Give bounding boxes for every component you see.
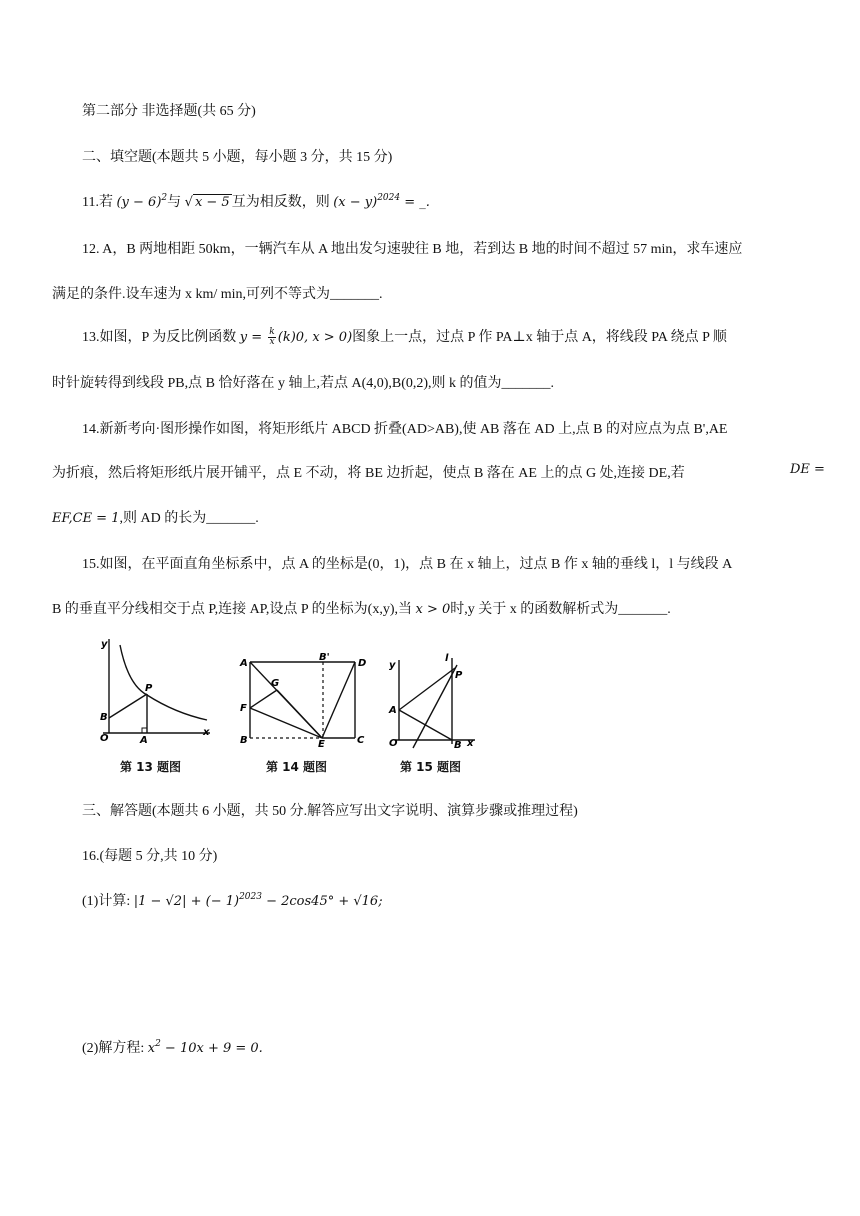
fig14-label-a: A: [240, 658, 248, 669]
fig13-label-y: y: [101, 639, 108, 650]
fig13-label-p: P: [145, 683, 153, 694]
fig15-label-o: O: [389, 738, 398, 749]
fig14-label-bprime: B': [319, 652, 330, 663]
section3-title: 三、解答题(本题共 6 小题，共 50 分.解答应写出文字说明、演算步骤或推理过程): [82, 804, 578, 819]
figure-15: [385, 650, 480, 750]
q11-expr2: $(x - y)^{2024}$ = _.: [333, 193, 430, 210]
part2-title: 第二部分 非选择题(共 65 分): [82, 104, 256, 119]
q13-function: y = $\frac{k}{x}$ (k)0, x > 0): [239, 327, 353, 347]
fig14-label-g: G: [271, 678, 280, 689]
fig15-label-a: A: [389, 705, 397, 716]
q11-expr1: $(y - 6)^2$: [116, 193, 168, 210]
question-11: [82, 191, 430, 211]
fig14-label-b: B: [240, 735, 248, 746]
fig14-label-c: C: [357, 735, 365, 746]
figure-14-caption: 第 14 题图: [266, 760, 328, 774]
question-14-line3: EF,CE = 1,则 AD 的长为_______.: [52, 511, 259, 526]
q11-sqrt: √ x − 5: [184, 195, 230, 210]
figure-15-caption: 第 15 题图: [400, 760, 462, 774]
fig15-label-b: B: [454, 740, 462, 750]
question-12-line2: 满足的条件.设车速为 x km/ min,可列不等式为_______.: [52, 287, 383, 302]
figure-13-caption: 第 13 题图: [120, 760, 182, 774]
question-16-part1: (1)计算: |1 − √2| + (− 1)$^{2023}$ − 2cos45° + √16;: [82, 892, 383, 909]
fig14-label-e: E: [318, 739, 325, 747]
question-16-part2: (2)解方程: $x^2 - 10x + 9 = 0$.: [82, 1039, 263, 1056]
fig14-label-d: D: [358, 658, 367, 669]
fig14-label-f: F: [240, 703, 247, 714]
question-13-line1: 13.如图，P 为反比例函数 y = $\frac{k}{x}$ (k)0, x > 0)图象上一点，过点 P 作 PA⊥x 轴于点 A，将线段 PA 绕点 P 顺: [82, 327, 727, 347]
question-12-line1: 12. A，B 两地相距 50km，一辆汽车从 A 地出发匀速驶往 B 地，若到达 B 地的时间不超过 57 min，求车速应: [82, 242, 743, 257]
q11-mid: 与: [167, 195, 182, 210]
question-14-line1: 14.新新考向·图形操作如图，将矩形纸片 ABCD 折叠(AD>AB),使 AB 落在 AD 上,点 B 的对应点为点 B',AE: [82, 422, 728, 437]
q11-prefix: 11.若: [82, 195, 113, 210]
question-16-title: 16.(每题 5 分,共 10 分): [82, 849, 218, 864]
fig15-label-l: l: [445, 653, 449, 664]
fig13-label-a: A: [140, 735, 148, 745]
fig15-label-p: P: [455, 670, 463, 681]
figure-13: [95, 635, 220, 745]
fig15-label-y: y: [389, 660, 396, 671]
question-13-line2: 时针旋转得到线段 PB,点 B 恰好落在 y 轴上,若点 A(4,0),B(0,2),则 k 的值为_______.: [52, 376, 555, 391]
q11-suffix: 互为相反数，则: [231, 195, 330, 210]
fig13-label-x: x: [203, 727, 210, 738]
figure-14: [235, 652, 370, 747]
question-14-line2: 为折痕，然后将矩形纸片展开铺平，点 E 不动，将 BE 边折起，使点 B 落在 AE 上的点 G 处,连接 DE,若 DE =: [52, 462, 825, 481]
question-15-line1: 15.如图，在平面直角坐标系中，点 A 的坐标是(0，1)，点 B 在 x 轴上，过点 B 作 x 轴的垂线 l，l 与线段 A: [82, 557, 733, 572]
fig13-label-o: O: [100, 733, 109, 744]
question-15-line2: B 的垂直平分线相交于点 P,连接 AP,设点 P 的坐标为(x,y),当 x > 0时,y 关于 x 的函数解析式为_______.: [52, 602, 671, 617]
fig15-label-x: x: [467, 738, 474, 749]
fig13-label-b: B: [100, 712, 108, 723]
section2-title: 二、填空题(本题共 5 小题，每小题 3 分，共 15 分): [82, 150, 393, 165]
